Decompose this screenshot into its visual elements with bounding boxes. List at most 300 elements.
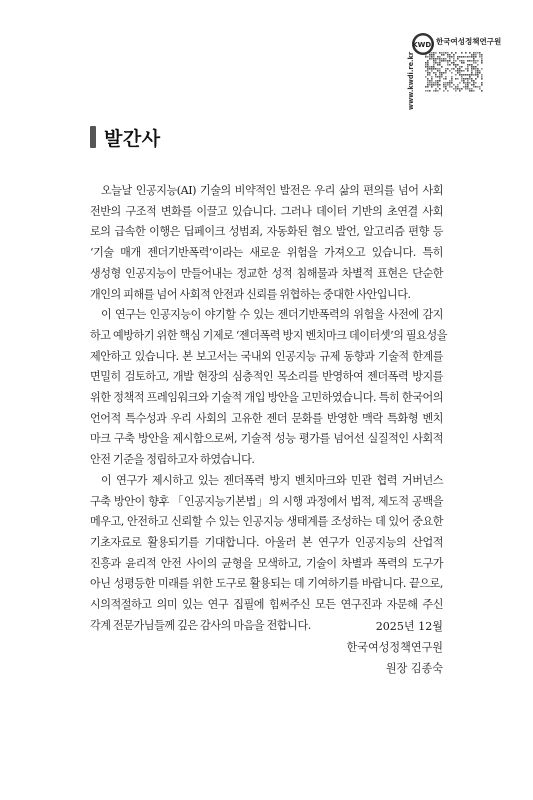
logo-texture-dot <box>437 62 439 64</box>
logo-texture-dot <box>445 72 447 74</box>
logo-texture-dot <box>435 76 437 78</box>
logo-texture-dot <box>451 72 453 74</box>
logo-texture-dot <box>465 78 467 80</box>
logo-texture-dot <box>475 78 477 80</box>
text-line: 기초자료로 활용되기를 기대합니다. 아울러 본 연구가 인공지능의 산업적 <box>90 535 443 549</box>
logo-texture-dot <box>455 52 457 54</box>
logo-texture-dot <box>457 58 459 60</box>
logo-texture-dot <box>435 68 437 70</box>
logo-texture-dot <box>465 56 467 58</box>
logo-texture-dot <box>465 52 467 54</box>
logo-texture-dot <box>439 88 441 90</box>
paragraph-3 <box>90 471 443 637</box>
logo-texture-dot <box>457 68 459 70</box>
logo-texture-dot <box>435 80 437 82</box>
logo-texture-dot <box>429 54 431 56</box>
logo-texture-dot <box>469 56 471 58</box>
logo-texture-dot <box>463 74 465 76</box>
text-line: 면밀히 검토하고, 개발 현장의 심층적인 목소리를 반영하여 젠더폭력 방지를 <box>90 370 443 384</box>
signature-date: 2025년 12월 <box>375 620 443 633</box>
logo-texture-dot <box>445 84 447 86</box>
logo-texture-dot <box>449 56 451 58</box>
logo-texture-dot <box>439 76 441 78</box>
logo-texture-dot <box>461 88 463 90</box>
logo-texture-dot <box>453 88 455 90</box>
signature-author: 원장 김종숙 <box>385 661 443 675</box>
logo-texture-dot <box>427 72 429 74</box>
logo-texture-dot <box>427 68 429 70</box>
signature-org: 한국여성정책연구원 <box>346 640 443 654</box>
logo-org-name: 한국여성정책연구원 <box>436 37 502 46</box>
logo-texture-dot <box>467 82 469 84</box>
logo-texture-dot <box>479 56 481 58</box>
logo-texture-dot <box>459 68 461 70</box>
logo-texture-dot <box>427 86 429 88</box>
logo-texture-dot <box>475 54 477 56</box>
logo-texture-dot <box>477 52 479 54</box>
logo-texture-dot <box>455 74 457 76</box>
logo-texture-dot <box>473 66 475 68</box>
logo-texture-dot <box>469 78 471 80</box>
logo-texture-dot <box>427 56 429 58</box>
logo-texture-dot <box>475 66 477 68</box>
logo-texture-dot <box>451 76 453 78</box>
text-line: 각계 전문가님들께 깊은 감사의 마음을 전합니다. <box>90 618 311 632</box>
logo-texture-dot <box>439 56 441 58</box>
logo-texture-dot <box>447 82 449 84</box>
logo-texture-dot <box>467 74 469 76</box>
text-line: 전반의 구조적 변화를 이끌고 있습니다. 그러나 데이터 기반의 초연결 사회 <box>90 204 443 218</box>
logo-texture-dot <box>471 80 473 82</box>
logo-texture-dot <box>447 90 449 92</box>
logo-texture-dot <box>425 66 427 68</box>
logo-texture-dot <box>429 82 431 84</box>
logo-texture-dot <box>443 52 445 54</box>
logo-texture-dot <box>469 90 471 92</box>
logo-texture-dot <box>449 54 451 56</box>
logo-texture-dot <box>441 60 443 62</box>
logo-texture-dot <box>473 58 475 60</box>
logo-texture-dot <box>463 62 465 64</box>
page-heading <box>90 124 161 150</box>
logo-texture-dot <box>459 90 461 92</box>
logo-texture-dot <box>477 68 479 70</box>
logo-texture-dot <box>431 58 433 60</box>
logo-texture-dot <box>429 66 431 68</box>
logo-texture-dot <box>425 62 427 64</box>
logo-texture-dot <box>463 80 465 82</box>
logo-texture-dot <box>449 84 451 86</box>
logo-texture-dot <box>453 84 455 86</box>
logo-texture-dot <box>451 78 453 80</box>
logo-texture-dot <box>471 60 473 62</box>
logo-texture-dot <box>435 52 437 54</box>
logo-texture-dot <box>437 68 439 70</box>
logo-texture-dot <box>455 70 457 72</box>
logo-texture-dot <box>475 82 477 84</box>
text-line: 하고 예방하기 위한 핵심 기제로 ‘젠더폭력 방지 벤치마크 데이터셋’의 필요성을 <box>90 328 447 342</box>
logo-texture-dot <box>431 84 433 86</box>
logo-texture-dot <box>425 86 427 88</box>
text-line: 위한 정책적 프레임워크와 기술적 개입 방안을 고민하였습니다. 특히 한국어의 <box>90 391 443 405</box>
logo-texture-dot <box>439 70 441 72</box>
logo-texture-dot <box>475 86 477 88</box>
logo-texture-dot <box>445 82 447 84</box>
institute-logo-mark <box>403 30 502 110</box>
logo-texture-dot <box>473 74 475 76</box>
logo-texture-dot <box>473 68 475 70</box>
logo-texture-dot <box>429 84 431 86</box>
logo-texture-dot <box>445 58 447 60</box>
text-line: 언어적 특수성과 우리 사회의 고유한 젠더 문화를 반영한 맥락 특화형 벤치 <box>90 411 443 425</box>
logo-texture-dot <box>437 64 439 66</box>
logo-texture-dot <box>445 86 447 88</box>
logo-texture-dot <box>471 70 473 72</box>
logo-texture-dot <box>473 60 475 62</box>
logo-texture-dot <box>443 90 445 92</box>
logo-texture-dot <box>481 62 483 64</box>
text-line: 이 연구는 인공지능이 야기할 수 있는 젠더기반폭력의 위험을 사전에 감지 <box>101 308 443 322</box>
logo-texture-dot <box>457 86 459 88</box>
logo-texture-dot <box>463 86 465 88</box>
logo-texture-dot <box>445 60 447 62</box>
logo-texture-dot <box>429 72 431 74</box>
text-line: 마크 구축 방안을 제시함으로써, 기술적 성능 평가를 넘어선 실질적인 사회적 <box>90 432 443 446</box>
logo-texture-dot <box>449 82 451 84</box>
logo-texture-dot <box>467 84 469 86</box>
logo-texture-dot <box>453 60 455 62</box>
logo-texture-dot <box>461 74 463 76</box>
logo-texture-dot <box>479 70 481 72</box>
text-line: 구축 방안이 향후 「인공지능기본법」의 시행 과정에서 법적, 제도적 공백을 <box>90 494 443 508</box>
logo-texture-dot <box>457 56 459 58</box>
logo-texture-dot <box>467 66 469 68</box>
logo-texture-dot <box>461 78 463 80</box>
logo-texture-dot <box>437 82 439 84</box>
logo-texture-dot <box>473 80 475 82</box>
logo-texture-dot <box>457 88 459 90</box>
logo-texture-dot <box>433 52 435 54</box>
logo-texture-dot <box>451 62 453 64</box>
logo-texture-dot <box>431 56 433 58</box>
heading-accent-bar <box>90 126 96 148</box>
logo-texture-dot <box>453 54 455 56</box>
logo-texture-dot <box>469 64 471 66</box>
logo-texture-dot <box>457 78 459 80</box>
logo-texture-dot <box>441 58 443 60</box>
logo-texture-dot <box>427 90 429 92</box>
text-line: 이 연구가 제시하고 있는 젠더폭력 방지 벤치마크와 민관 협력 거버넌스 <box>101 473 443 487</box>
logo-texture-dot <box>433 56 435 58</box>
logo-texture-dot <box>437 90 439 92</box>
logo-texture-dot <box>425 70 427 72</box>
logo-texture-dot <box>453 58 455 60</box>
logo-texture-dot <box>475 60 477 62</box>
logo-texture-dot <box>469 60 471 62</box>
logo-texture-dot <box>427 64 429 66</box>
logo-texture-dot <box>481 54 483 56</box>
logo-texture-dot <box>479 86 481 88</box>
logo-texture-dot <box>477 74 479 76</box>
foreword-body <box>90 181 447 636</box>
logo-texture-dot <box>475 74 477 76</box>
logo-texture-dot <box>479 54 481 56</box>
logo-texture-dot <box>449 80 451 82</box>
logo-url: www.kwdi.re.kr <box>407 51 415 110</box>
logo-texture-dot <box>439 64 441 66</box>
logo-texture-dot <box>429 74 431 76</box>
logo-texture-dot <box>481 68 483 70</box>
logo-texture-dot <box>481 58 483 60</box>
logo-texture-dot <box>443 72 445 74</box>
logo-texture-dot <box>465 84 467 86</box>
logo-texture-dot <box>451 80 453 82</box>
logo-texture-dot <box>481 84 483 86</box>
logo-texture-dot <box>443 82 445 84</box>
logo-texture-dot <box>437 80 439 82</box>
logo-texture-dot <box>449 58 451 60</box>
logo-texture-dot <box>471 90 473 92</box>
logo-texture-dot <box>451 56 453 58</box>
logo-texture-dot <box>477 70 479 72</box>
logo-texture-dot <box>447 62 449 64</box>
logo-texture-dot <box>447 64 449 66</box>
logo-texture-dot <box>461 80 463 82</box>
logo-texture-dot <box>471 78 473 80</box>
logo-texture-dot <box>471 72 473 74</box>
paragraph-2 <box>90 305 447 471</box>
logo-texture-dot <box>439 58 441 60</box>
logo-texture-dot <box>427 84 429 86</box>
logo-texture-dot <box>463 78 465 80</box>
logo-texture-dot <box>443 84 445 86</box>
logo-texture-dot <box>439 60 441 62</box>
logo-texture-dot <box>445 68 447 70</box>
logo-texture-dot <box>443 86 445 88</box>
logo-texture-dot <box>439 52 441 54</box>
logo-texture-dot <box>431 82 433 84</box>
logo-texture-dot <box>475 62 477 64</box>
text-line: ‘기술 매개 젠더기반폭력’이라는 새로운 위험을 가져오고 있습니다. 특히 <box>90 246 443 260</box>
logo-texture-dot <box>467 78 469 80</box>
logo-texture-dot <box>427 74 429 76</box>
logo-texture-dot <box>481 82 483 84</box>
text-line: 개인의 피해를 넘어 사회적 안전과 신뢰를 위협하는 중대한 사안입니다. <box>90 287 411 301</box>
logo-texture-dot <box>465 74 467 76</box>
logo-texture-dot <box>443 54 445 56</box>
text-line: 진흥과 윤리적 안전 사이의 균형을 모색하고, 기술이 차별과 폭력의 도구가 <box>90 556 443 570</box>
logo-texture-dot <box>437 70 439 72</box>
logo-texture-dot <box>429 56 431 58</box>
logo-texture-dot <box>455 78 457 80</box>
logo-texture-dot <box>427 80 429 82</box>
logo-texture-dot <box>433 66 435 68</box>
logo-texture-dot <box>455 64 457 66</box>
logo-texture-dot <box>427 70 429 72</box>
logo-texture-dot <box>471 88 473 90</box>
logo-texture-dot <box>453 68 455 70</box>
logo-texture-dot <box>433 72 435 74</box>
logo-texture-dot <box>463 70 465 72</box>
logo-texture-dot <box>431 78 433 80</box>
logo-texture-dot <box>467 68 469 70</box>
logo-texture-dot <box>459 88 461 90</box>
logo-texture-dot <box>477 76 479 78</box>
logo-texture-dot <box>429 68 431 70</box>
logo-texture-dot <box>425 56 427 58</box>
logo-texture-dot <box>473 56 475 58</box>
logo-texture-dot <box>447 84 449 86</box>
logo-texture-dot <box>447 54 449 56</box>
institute-logo <box>403 30 502 110</box>
logo-texture-dot <box>451 82 453 84</box>
logo-texture-dot <box>435 82 437 84</box>
logo-texture-dot <box>445 52 447 54</box>
logo-texture-dot <box>461 60 463 62</box>
text-line: 안전 기준을 정립하고자 하였습니다. <box>90 453 255 467</box>
logo-texture-dot <box>431 66 433 68</box>
paragraph-1 <box>90 181 443 305</box>
logo-texture-dot <box>481 90 483 92</box>
logo-texture-dot <box>431 70 433 72</box>
logo-texture-dot <box>453 62 455 64</box>
logo-texture-dot <box>473 52 475 54</box>
logo-texture-dot <box>459 66 461 68</box>
logo-texture-dot <box>481 60 483 62</box>
signature-block <box>347 617 443 679</box>
logo-texture-dot <box>447 68 449 70</box>
logo-texture-dot <box>467 80 469 82</box>
logo-texture-dot <box>449 60 451 62</box>
logo-texture-dot <box>471 56 473 58</box>
logo-texture-dot <box>459 74 461 76</box>
logo-texture-dot <box>433 90 435 92</box>
logo-texture-dot <box>437 76 439 78</box>
logo-texture-dot <box>459 56 461 58</box>
logo-texture-dot <box>437 86 439 88</box>
logo-texture-dot <box>463 82 465 84</box>
logo-texture-dot <box>427 82 429 84</box>
logo-texture-dot <box>447 52 449 54</box>
logo-texture-dot <box>481 78 483 80</box>
logo-texture-dot <box>435 88 437 90</box>
logo-texture-dot <box>433 58 435 60</box>
logo-texture-dot <box>433 64 435 66</box>
logo-texture-dot <box>447 56 449 58</box>
logo-texture-dot <box>479 72 481 74</box>
logo-texture-dot <box>431 80 433 82</box>
logo-texture-dot <box>477 86 479 88</box>
page-title: 발간사 <box>104 127 161 150</box>
logo-texture-dot <box>459 70 461 72</box>
logo-texture-dot <box>435 74 437 76</box>
logo-texture-dot <box>473 86 475 88</box>
logo-texture-dot <box>477 60 479 62</box>
logo-texture-dot <box>469 74 471 76</box>
logo-texture-dot <box>435 58 437 60</box>
logo-texture-dot <box>471 84 473 86</box>
logo-texture-dot <box>439 68 441 70</box>
logo-texture-dot <box>461 62 463 64</box>
logo-texture-dot <box>445 70 447 72</box>
text-line: 로의 급속한 이행은 딥페이크 성범죄, 자동화된 혐오 발언, 알고리즘 편향 등 <box>90 225 443 239</box>
text-line: 오늘날 인공지능(AI) 기술의 비약적인 발전은 우리 삶의 편의를 넘어 사회 <box>101 184 443 197</box>
logo-texture-dot <box>439 78 441 80</box>
logo-texture-dot <box>439 62 441 64</box>
logo-texture-dot <box>469 76 471 78</box>
logo-texture-dot <box>473 82 475 84</box>
logo-texture-dot <box>477 72 479 74</box>
logo-texture-dot <box>473 90 475 92</box>
logo-texture-dot <box>445 88 447 90</box>
logo-texture-dot <box>471 54 473 56</box>
logo-texture-dot <box>429 80 431 82</box>
logo-texture-dot <box>449 86 451 88</box>
logo-texture-dot <box>461 76 463 78</box>
logo-texture-dot <box>457 70 459 72</box>
logo-texture-dot <box>443 60 445 62</box>
logo-texture-dot <box>429 90 431 92</box>
logo-texture-dot <box>441 52 443 54</box>
logo-texture-dot <box>475 52 477 54</box>
text-line: 아닌 성평등한 미래를 위한 도구로 활용되는 데 기여하기를 바랍니다. 끝으로, <box>90 577 443 591</box>
logo-texture-dot <box>435 90 437 92</box>
logo-texture-dot <box>427 66 429 68</box>
logo-texture-dot <box>467 86 469 88</box>
logo-texture-dot <box>439 72 441 74</box>
logo-texture-dot <box>433 62 435 64</box>
logo-texture-dot <box>427 62 429 64</box>
logo-texture-dot <box>479 52 481 54</box>
logo-texture-dot <box>431 52 433 54</box>
logo-texture-dot <box>431 68 433 70</box>
logo-texture-dot <box>431 54 433 56</box>
logo-mark-text: KWDI <box>412 41 434 49</box>
logo-texture-dot <box>475 72 477 74</box>
logo-texture-dot <box>457 72 459 74</box>
logo-texture-dot <box>425 76 427 78</box>
logo-texture-dot <box>435 84 437 86</box>
logo-texture-dot <box>441 66 443 68</box>
logo-texture-dot <box>469 52 471 54</box>
logo-texture-dot <box>461 66 463 68</box>
logo-texture-dot <box>473 84 475 86</box>
logo-texture-dot <box>465 82 467 84</box>
logo-texture-dot <box>467 56 469 58</box>
logo-texture-dot <box>455 60 457 62</box>
logo-texture-dot <box>463 60 465 62</box>
logo-texture-dot <box>465 68 467 70</box>
logo-texture-dot <box>455 88 457 90</box>
logo-texture-dot <box>481 76 483 78</box>
logo-texture-dot <box>431 86 433 88</box>
logo-texture-dot <box>451 86 453 88</box>
logo-texture-dot <box>481 74 483 76</box>
logo-texture-dot <box>425 64 427 66</box>
text-line: 제안하고 있습니다. 본 보고서는 국내외 인공지능 규제 동향과 기술적 한계를 <box>90 349 443 363</box>
logo-texture-dot <box>467 70 469 72</box>
logo-texture-dot <box>445 78 447 80</box>
logo-texture-dot <box>459 60 461 62</box>
logo-texture-dot <box>437 58 439 60</box>
logo-texture-dot <box>453 64 455 66</box>
logo-texture-dot <box>435 72 437 74</box>
logo-texture-dot <box>461 56 463 58</box>
logo-texture-dot <box>455 66 457 68</box>
logo-texture-dot <box>465 88 467 90</box>
logo-texture-dot <box>469 82 471 84</box>
logo-texture-dot <box>463 56 465 58</box>
